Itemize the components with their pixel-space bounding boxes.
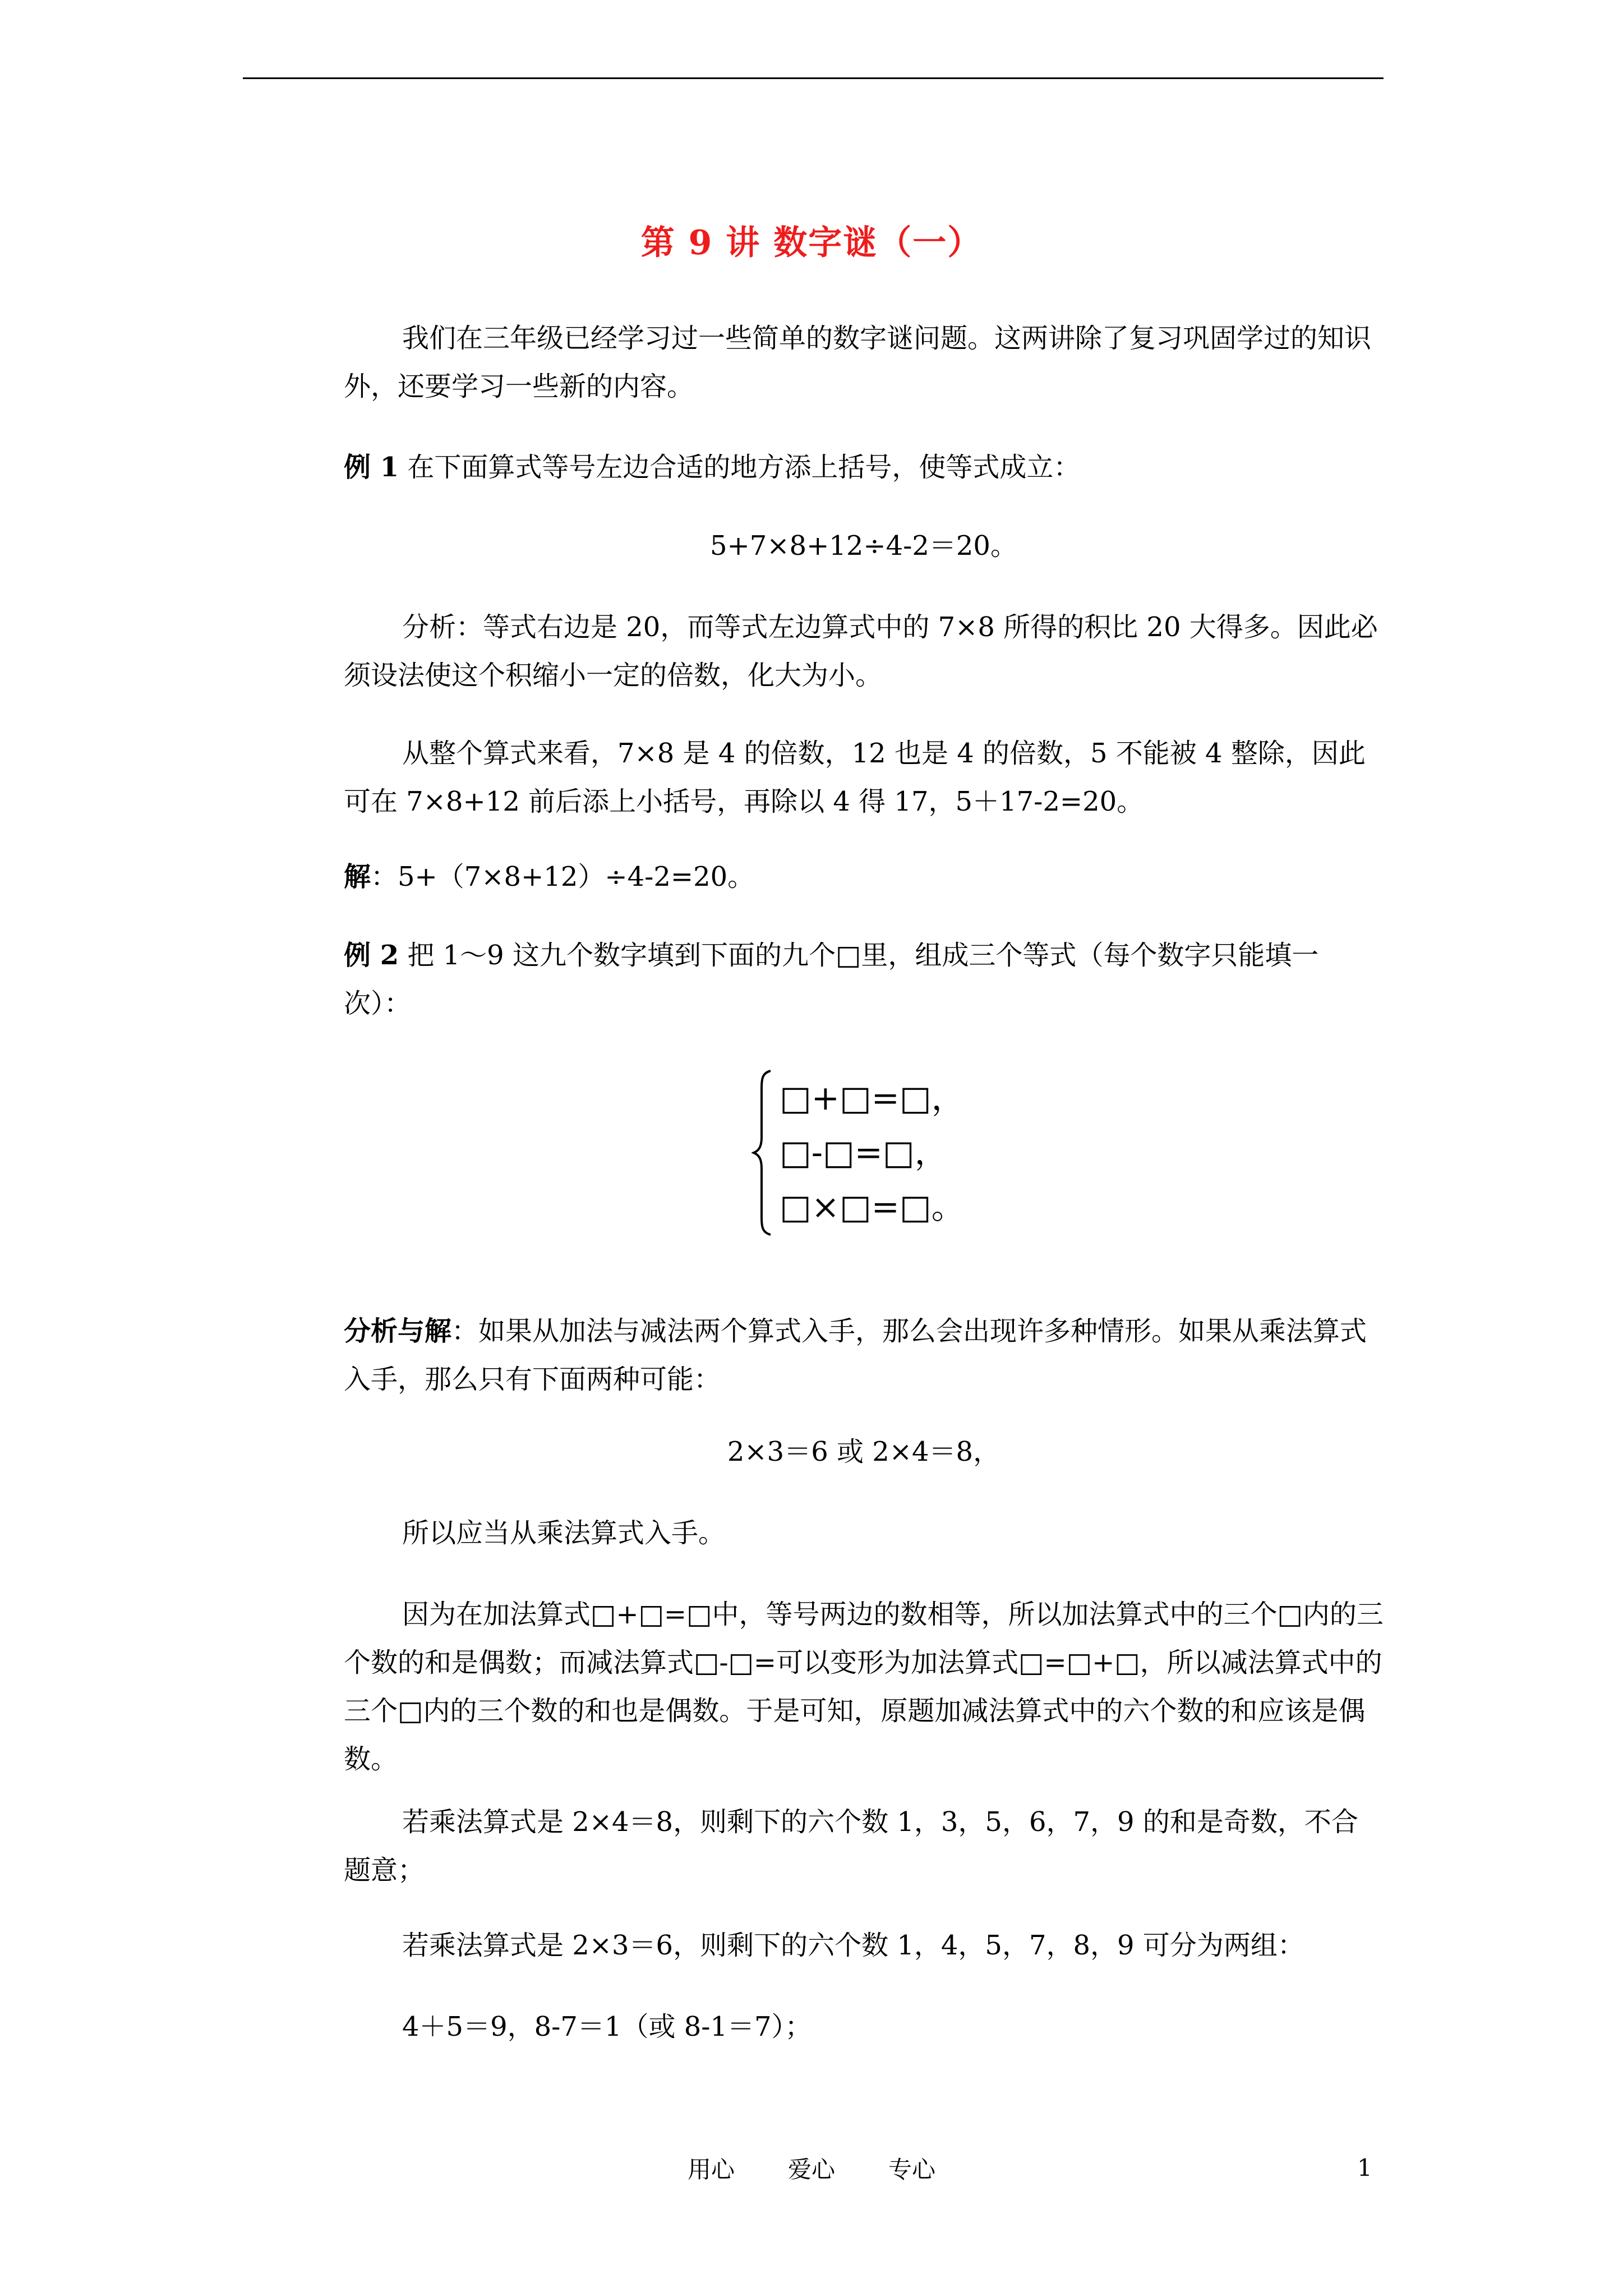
grouping-line: 4＋5＝9，8-7＝1（或 8-1＝7）； [402,2011,812,2042]
analysis-label: 分析与解 [344,1315,452,1347]
footer-middle: 爱心 [787,2156,835,2183]
example1-prompt [344,443,1384,491]
equation-system [751,1069,993,1237]
example1-solution [344,853,1384,901]
system-line-subtraction: □-□=□， [780,1133,948,1172]
page-number: 1 [1357,2154,1372,2182]
page-title: 第 9 讲 数字谜（一） [640,223,983,263]
example1-label: 例 1 [344,452,399,483]
analysis-text: ：如果从加法与减法两个算式入手，那么会出现许多种情形。如果从乘法算式入手，那么只有下面两种可能： [344,1315,1367,1395]
conclusion-paragraph: 所以应当从乘法算式入手。 [402,1517,726,1549]
example1-analysis: 分析：等式右边是 20，而等式左边算式中的 7×8 所得的积比 20 大得多。因此必须设法使这个积缩小一定的倍数，化大为小。 [344,611,1378,691]
system-line-addition: □+□=□， [780,1079,965,1118]
parity-paragraph: 因为在加法算式□+□=□中，等号两边的数相等，所以加法算式中的三个□内的三个数的和是偶数；而减法算式□-□=可以变形为加法算式□=□+□，所以减法算式中的三个□内的三个数的和也是偶数。于是可知，原题加减法算式中的六个数的和应该是偶数。 [344,1599,1384,1775]
system-line-multiplication: □×□=□。 [780,1188,965,1227]
solution-text: ：5+（7×8+12）÷4-2=20。 [371,861,755,892]
example2-label: 例 2 [344,940,399,971]
header-rule [243,77,1384,79]
case1-paragraph: 若乘法算式是 2×4＝8，则剩下的六个数 1，3，5，6，7，9 的和是奇数，不合题意； [344,1806,1358,1886]
example2-prompt [344,931,1384,1028]
possibilities-equation: 2×3＝6 或 2×4＝8， [727,1436,1000,1467]
footer-right: 专心 [888,2156,936,2183]
solution-label: 解 [344,861,371,892]
case2-paragraph: 若乘法算式是 2×3＝6，则剩下的六个数 1，4，5，7，8，9 可分为两组： [402,1930,1304,1961]
left-brace [751,1069,774,1237]
example2-text: 把 1～9 这九个数字填到下面的九个□里，组成三个等式（每个数字只能填一次）： [344,940,1319,1019]
example2-analysis [344,1307,1384,1404]
footer-motto [0,2151,1623,2185]
footer-left: 用心 [687,2156,735,2183]
example1-equation: 5+7×8+12÷4-2＝20。 [710,530,1017,562]
intro-paragraph: 我们在三年级已经学习过一些简单的数字谜问题。这两讲除了复习巩固学过的知识外，还要学习一些新的内容。 [344,323,1372,402]
example1-text: 在下面算式等号左边合适的地方添上括号，使等式成立： [399,452,1081,483]
example1-reasoning: 从整个算式来看，7×8 是 4 的倍数，12 也是 4 的倍数，5 不能被 4 整除，因此可在 7×8+12 前后添上小括号，再除以 4 得 17，5＋17-2=20。 [344,738,1366,817]
